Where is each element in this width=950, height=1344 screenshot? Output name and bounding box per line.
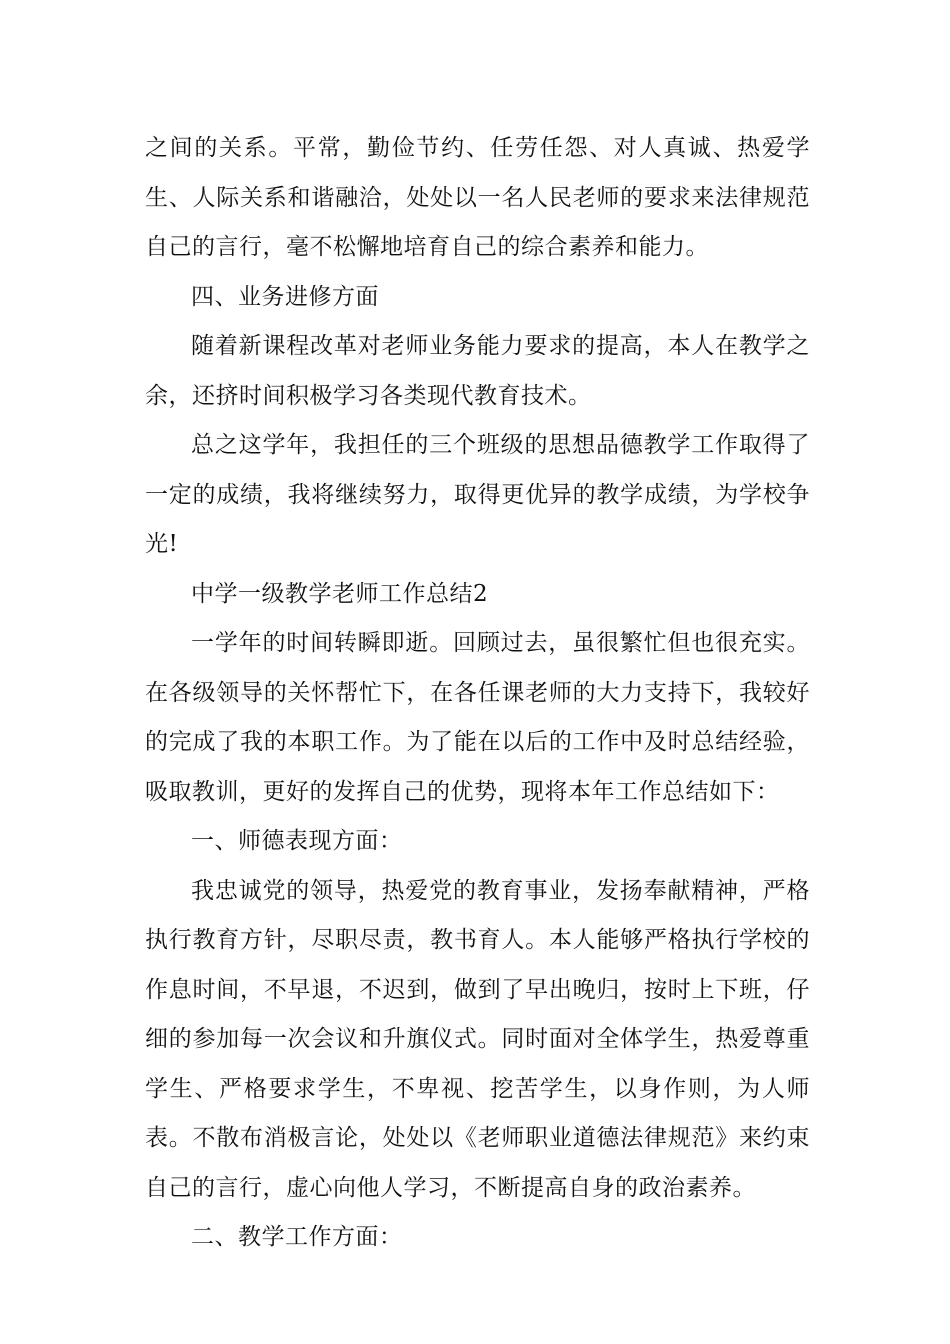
heading-teaching-work: 二、教学工作方面： [191, 1224, 403, 1250]
paragraph-loyalty: 我忠诚党的领导，热爱党的教育事业，发扬奉献精神，严格执行教育方针，尽职尽责，教书育人。本人能够严格执行学校的作息时间，不早退，不迟到，做到了早出晚归，按时上下班，仔细的参加每一次会议和升旗仪式。同时面对全体学生，热爱尊重学生、严格要求学生，不卑视、挖苦学生，以身作则，为人师表。不散布消极言论，处处以《老师职业道德法律规范》来约束自己的言行，虚心向他人学习，不断提高自身的政治素养。 [145, 877, 810, 1201]
paragraph-year-review: 一学年的时间转瞬即逝。回顾过去，虽很繁忙但也很充实。在各级领导的关怀帮忙下，在各任课老师的大力支持下，我较好的完成了我的本职工作。为了能在以后的工作中及时总结经验，吸取教训，更好的发挥自己的优势，现将本年工作总结如下： [145, 630, 810, 805]
paragraph-conclusion: 总之这学年，我担任的三个班级的思想品德教学工作取得了一定的成绩，我将继续努力，取得更优异的教学成绩，为学校争光! [145, 432, 810, 557]
paragraph-new-curriculum: 随着新课程改革对老师业务能力要求的提高，本人在教学之余，还挤时间积极学习各类现代教育技术。 [145, 333, 810, 409]
document-body [145, 124, 810, 1263]
heading-teacher-ethics: 一、师德表现方面： [191, 828, 403, 854]
paragraph-relations: 之间的关系。平常，勤俭节约、任劳任怨、对人真诚、热爱学生、人际关系和谐融洽，处处以一名人民老师的要求来法律规范自己的言行，毫不松懈地培育自己的综合素养和能力。 [145, 135, 810, 260]
section-title-summary-2: 中学一级教学老师工作总结2 [191, 580, 489, 607]
heading-business-study: 四、业务进修方面 [191, 283, 379, 310]
